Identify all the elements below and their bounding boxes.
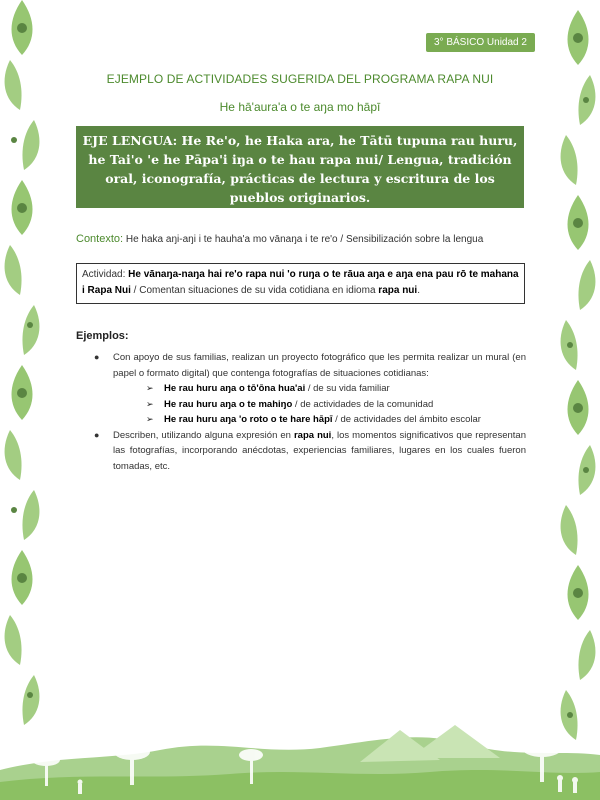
sub-item-rest: / de su vida familiar	[305, 383, 390, 394]
actividad-label: Actividad:	[82, 269, 126, 280]
sub-item-rest: / de actividades del ámbito escolar	[332, 414, 481, 425]
contexto-label: Contexto:	[76, 233, 124, 245]
ejemplos-heading: Ejemplos:	[76, 330, 129, 342]
ejemplo-1-text: Con apoyo de sus familias, realizan un proyecto fotográfico que les permita realizar un mural (en papel o formato digital) que contenga fotografías de situaciones cotidianas:	[113, 352, 526, 379]
bullet-icon: ●	[94, 429, 100, 440]
contexto-line	[76, 233, 526, 245]
actividad-rapa-nui-text: He vānaŋa-naŋa hai re'o rapa nui 'o ruŋa o te rāua aŋa e aŋa ena pau rō te mahana i Rapa Nui	[82, 269, 519, 296]
actividad-end: .	[417, 285, 420, 296]
contexto-text: He haka aŋi-aŋi i te hauha'a mo vānaŋa i te re'o / Sensibilización sobre la lengua	[125, 234, 484, 245]
grade-unit-badge: 3° BÁSICO Unidad 2	[426, 33, 535, 52]
arrow-bullet-icon: ➢	[146, 398, 154, 409]
actividad-spanish-strong: rapa nui	[378, 285, 418, 296]
arrow-bullet-icon: ➢	[146, 383, 154, 393]
sub-list-item	[90, 381, 526, 397]
sub-list-item	[90, 397, 526, 413]
ejemplos-list	[90, 350, 526, 474]
eje-lengua-text: EJE LENGUA: He Re'o, he Haka ara, he Tātū tupuna rau huru, he Tai'o 'e he Pāpa'i iŋa o te hau rapa nui/ Lengua, tradición oral, iconografía, prácticas de lectura y escritura de los pueblos originarios.	[82, 133, 518, 205]
list-item	[90, 350, 526, 381]
sub-list	[90, 381, 526, 428]
landscape-illustration	[0, 700, 600, 800]
ejemplo-2-post: , los momentos significativos que representan las fotografías, incorporando anécdotas, experiencias familiares, lugares en los cuales fueron tomadas, etc.	[113, 429, 526, 472]
actividad-spanish-text: Comentan situaciones de su vida cotidiana en idioma	[139, 285, 379, 296]
eje-lengua-box	[76, 126, 524, 208]
sub-item-strong: He rau huru aŋa o te mahiŋo	[164, 398, 293, 410]
list-item	[90, 428, 526, 475]
bullet-icon: ●	[94, 352, 100, 362]
arrow-bullet-icon: ➢	[146, 414, 154, 424]
ejemplo-2-pre: Describen, utilizando alguna expresión en	[113, 429, 294, 441]
sub-list-item	[90, 412, 526, 428]
page-subtitle: He hā'aura'a o te aŋa mo hāpī	[219, 100, 381, 114]
left-decorative-border	[0, 0, 44, 800]
right-decorative-border	[556, 0, 600, 800]
page-title: EJEMPLO DE ACTIVIDADES SUGERIDA DEL PROGRAMA RAPA NUI	[106, 72, 494, 86]
sub-item-rest: / de actividades de la comunidad	[292, 398, 434, 410]
sub-item-strong: He rau huru aŋa 'o roto o te hare hāpī	[164, 414, 333, 425]
actividad-separator: /	[130, 285, 140, 296]
actividad-box	[76, 263, 525, 304]
sub-item-strong: He rau huru aŋa o tō'ōna hua'ai	[164, 383, 306, 394]
ejemplo-2-strong: rapa nui	[293, 429, 332, 441]
